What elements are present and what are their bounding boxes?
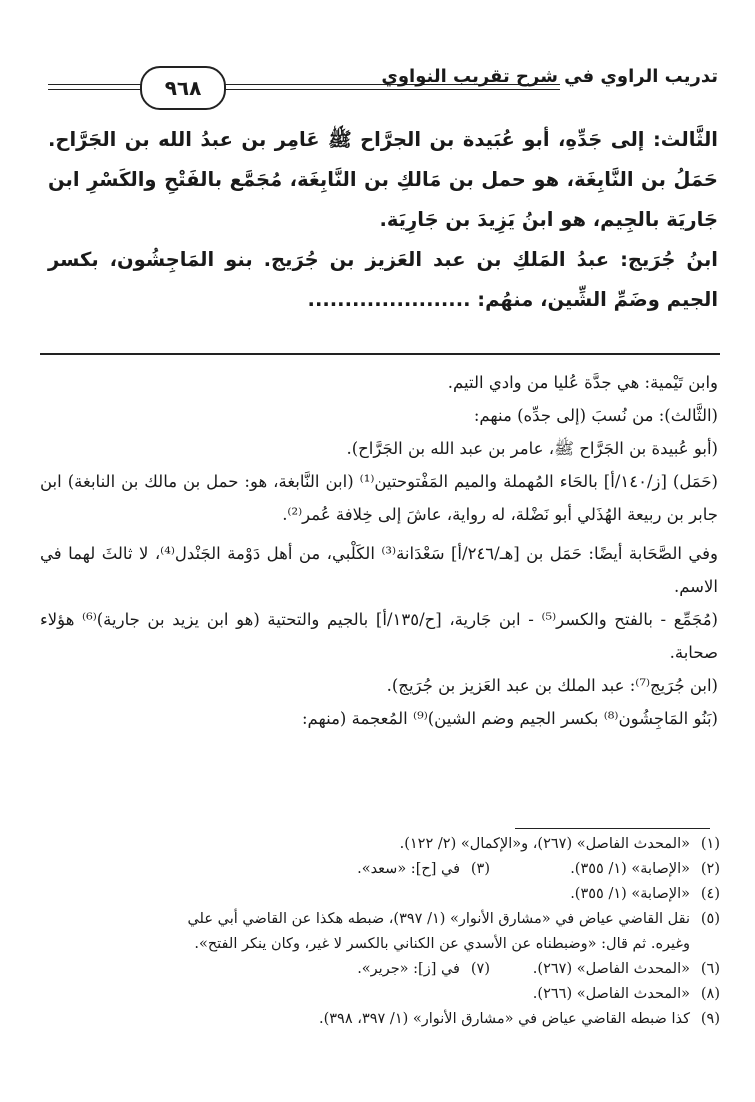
footnote-number: (٥)	[700, 911, 720, 927]
footnote-text: نقل القاضي عياض في «مشارق الأنوار» (١/ ٣٩٧)، ضبطه هكذا عن القاضي أبي علي	[187, 911, 690, 927]
commentary-line: وفي الصَّحَابة أيضًا: حَمَل بن [هـ/٢٤٦/أ] سَعْدَانة⁽³⁾ الكَلْبي، من أهل دَوْمة الجَنْدل⁽⁴⁾، لا ثالثَ لهما في الاسم.	[40, 544, 718, 596]
header-rule	[48, 89, 560, 90]
book-title: تدريب الراوي في شرح تقريب النواوي	[381, 66, 718, 87]
footnote-text: كذا ضبطه القاضي عياض في «مشارق الأنوار» (١/ ٣٩٧، ٣٩٨).	[318, 1011, 690, 1027]
commentary-line: وابن تَيْمية: هي جدَّة عُليا من وادي التيم.	[447, 373, 718, 392]
footnote-number: (٤)	[700, 886, 720, 902]
footnote-number: (٨)	[700, 986, 720, 1002]
footnote-text: «المحدث الفاصل» (٢٦٧)، و«الإكمال» (٢/ ١٢٢).	[399, 836, 690, 852]
running-header	[48, 62, 718, 106]
footnote-number: (٣)	[470, 861, 490, 877]
main-paragraph-2: ابنُ جُرَيج: عبدُ المَلكِ بن عبد العَزيز بن جُرَيج. بنو المَاجِشُون، بكسر الجيم وضَمِّ الشِّين، منهُم: ......................	[48, 248, 718, 311]
footnote-number: (٧)	[470, 961, 490, 977]
footnote-continuation: وغيره. ثم قال: «وضبطناه عن الأسدي عن الكناني بالكسر لا غير، وكان ينكر الفتح».	[194, 936, 690, 952]
commentary-line: (الثَّالث): من نُسبَ (إلى جدِّه) منهم:	[473, 406, 718, 425]
footnote-number: (١)	[700, 836, 720, 852]
footnote	[48, 857, 720, 882]
footnote	[48, 882, 720, 907]
footnote-text: «المحدث الفاصل» (٢٦٧).	[532, 961, 690, 977]
footnote	[48, 907, 720, 932]
footnote	[48, 832, 720, 857]
footnote	[48, 1007, 720, 1032]
commentary-line: (ابن جُرَيج⁽⁷⁾: عبد الملك بن عبد العَزيز بن جُرَيج).	[386, 676, 718, 695]
footnote	[48, 957, 720, 982]
footnotes	[48, 832, 720, 1032]
main-text	[48, 120, 718, 320]
footnote-text: في [ز]: «جرير».	[357, 961, 460, 977]
commentary-line: (حَمَل) [ز/١٤٠/أ] بالحَاء المُهملة والميم المَفْتوحتين⁽¹⁾ (ابن النَّابغة، هو: حمل بن مالك بن النابغة) ابن جابر بن ربيعة الهُذَلي أبو نَضْلة، له رواية، عاشَ إلى خِلافة عُمر⁽²⁾.	[40, 472, 718, 524]
main-paragraph-1: الثَّالث: إلى جَدِّهِ، أبو عُبَيدة بن الجرَّاح ﷺ عَامِر بن عبدُ الله بن الجَرَّاح. حَمَلُ بن النَّابِغَة، هو حمل بن مَالكِ بن النَّابِغَة، مُجَمَّع بالفَتْحِ والكَسْرِ ابن جَاريَة بالجِيم، هو ابنُ يَزِيدَ بن جَارِيَة.	[48, 128, 718, 231]
commentary-line: (أبو عُبيدة بن الجَرَّاح ﷺ، عامر بن عبد الله بن الجَرَّاح).	[346, 439, 718, 458]
footnote-separator	[515, 828, 710, 829]
footnote-text: في [ح]: «سعد».	[357, 861, 460, 877]
footnote-text: «المحدث الفاصل» (٢٦٦).	[532, 986, 690, 1002]
commentary	[40, 366, 718, 735]
footnote-number: (٢)	[700, 861, 720, 877]
footnote-text: «الإصابة» (١/ ٣٥٥).	[570, 886, 690, 902]
footnote-text: «الإصابة» (١/ ٣٥٥).	[570, 861, 690, 877]
footnote	[48, 982, 720, 1007]
commentary-line: (مُجَمِّع - بالفتح والكسر⁽⁵⁾ - ابن جَارية، [ح/١٣٥/أ] بالجيم والتحتية (هو ابن يزيد بن جارية)⁽⁶⁾ هؤلاء صحابة.	[40, 610, 718, 662]
commentary-line: (بَنُو المَاجِشُون⁽⁸⁾ بكسر الجيم وضم الشين)⁽⁹⁾ المُعجمة (منهم:	[301, 709, 718, 728]
header-rule	[48, 84, 560, 85]
footnote-number: (٩)	[700, 1011, 720, 1027]
text-separator	[40, 353, 720, 355]
page-number: ٩٦٨	[140, 66, 226, 110]
footnote-number: (٦)	[700, 961, 720, 977]
